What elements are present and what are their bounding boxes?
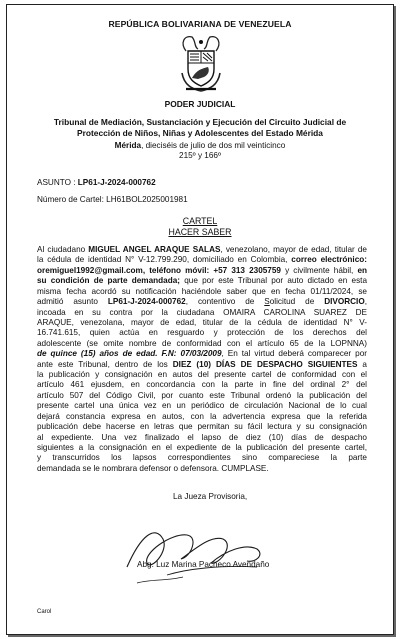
body-text-run: ARAQUE, venezolana, mayor de edad, titular de la cédula de identidad N° V- — [37, 317, 367, 327]
body-line — [37, 370, 367, 380]
case-number-value: LP61-J-2024-000762 — [77, 178, 156, 187]
body-text-run: adolescente (se omite nombre de conformidad con el artículo 65 de la LOPNNA) — [37, 338, 367, 348]
body-text-run: S — [264, 297, 270, 307]
body-text-run: en — [357, 265, 367, 275]
body-text-run: , contentivo de — [185, 297, 265, 307]
cartel-number: Número de Cartel: LH61BOL2025001981 — [37, 195, 188, 204]
title-cartel: CARTEL — [182, 216, 218, 226]
body-line — [37, 339, 367, 349]
header-poder-judicial: PODER JUDICIAL — [164, 99, 236, 109]
body-text-run: la publicación y consignación en autos del presente cartel de conformidad con el — [37, 370, 367, 380]
body-text-run: ante este Tribunal, dentro de los — [37, 359, 173, 369]
body-text-run: la cédula de identidad N° V-12.799.290, domiciliado en Colombia, — [37, 255, 292, 265]
judge-title: La Jueza Provisoria, — [173, 492, 248, 501]
place-city: Mérida — [114, 141, 142, 150]
body-text-run: admitió asunto — [37, 297, 108, 307]
body-line — [37, 443, 367, 453]
tribunal-line-1: Tribunal de Mediación, Sustanciación y Ejecución del Circuito Judicial de — [53, 117, 347, 127]
body-text-run: oremiguel1992@gmail.com, teléfono móvil: +57 313 2305759 — [37, 265, 281, 275]
place-years: 215º y 166º — [179, 151, 221, 161]
body-text-run: artículo 461 ejusdem, en concordancia con la parte in fine del ordinal 2° del — [37, 380, 367, 390]
initials: Carol — [37, 609, 52, 615]
body-line — [37, 297, 367, 307]
notice-body — [37, 245, 367, 474]
body-text-run: su condición de parte demandada; — [37, 276, 180, 286]
body-line — [37, 380, 367, 390]
body-line — [37, 360, 367, 370]
body-text-run: y civilmente hábil, — [280, 265, 358, 275]
place-date-text: , dieciséis de julio de dos mil veinticinco — [141, 141, 286, 150]
body-text-run: misma fecha acordó su notificación haciéndole saber que en fecha 01/11/2024, se — [37, 286, 367, 296]
body-text-run: presente cartel una única vez en un periódico de circulación Nacional de lo cual — [37, 401, 367, 411]
body-text-run: incoada en su contra por la ciudadana OMAIRA CAROLINA SUAREZ DE — [37, 307, 367, 317]
body-line — [37, 464, 367, 474]
body-text-run: publicación debe hacerse en letras que permitan su fácil lectura y su consignación — [37, 422, 367, 432]
body-text-run: Al ciudadano — [37, 245, 89, 254]
judge-name: Abg. Luz Marina Pacheco Avendaño — [137, 560, 270, 569]
place-date — [37, 141, 363, 162]
body-text-run: DIEZ (10) DÍAS DE DESPACHO SIGUIENTES — [172, 359, 358, 369]
body-text-run: dejará constancia expresa en autos, con la advertencia expresa que la referida — [37, 411, 367, 421]
body-line — [37, 287, 367, 297]
body-line — [37, 422, 367, 432]
body-text-run: que por este Tribunal por auto dictado en esta — [179, 276, 367, 286]
coat-of-arms-icon — [178, 33, 224, 95]
body-text-run: LP61-J-2024-000762 — [107, 297, 186, 307]
body-line — [37, 391, 367, 401]
body-text-run: DIVORCIO — [324, 297, 365, 307]
body-text-run: , En tal virtud deberá comparecer por — [221, 349, 367, 359]
case-number — [37, 178, 156, 187]
body-line — [37, 453, 367, 463]
body-text-run: correo electrónico: — [291, 255, 367, 265]
body-text-run: olicitud de — [269, 297, 325, 307]
body-line — [37, 318, 367, 328]
body-line — [37, 308, 367, 318]
body-text-run: , — [364, 297, 367, 307]
header-republica: REPÚBLICA BOLIVARIANA DE VENEZUELA — [108, 19, 292, 29]
body-text-run: y transcurridos los lapsos correspondientes sino compareciese la parte — [37, 453, 367, 463]
body-line — [37, 276, 367, 286]
body-line — [37, 412, 367, 422]
body-text-run: 16.741.615, quien actúa en resguardo y protección de los derechos del — [37, 328, 367, 338]
body-text-run: de quince (15) años de edad. F.N: 07/03/2009 — [37, 349, 222, 359]
body-text-run: , venezolano, mayor de edad, titular de — [220, 245, 367, 254]
body-line — [37, 328, 367, 338]
body-line — [37, 433, 367, 443]
body-line — [37, 401, 367, 411]
body-line — [37, 266, 367, 276]
title-hacer-saber: HACER SABER — [168, 227, 232, 237]
body-text-run: siguientes a la consignación en el expediente de la publicación del presente cartel, — [37, 443, 367, 453]
body-text-run: al expediente. Una vez finalizado el lapso de diez (10) días de despacho — [37, 432, 367, 442]
document-page — [6, 4, 394, 635]
tribunal-name — [37, 117, 363, 138]
case-number-label: ASUNTO : — [37, 178, 78, 187]
body-text-run: artículo 507 del Código Civil, por cuanto este Tribunal ordenó la publicación del — [37, 390, 367, 400]
tribunal-line-2: Protección de Niños, Niñas y Adolescentes del Estado Mérida — [77, 127, 323, 138]
body-line — [37, 349, 367, 359]
body-text-run: demandada se le nombrara defensor o defensora. CUMPLASE. — [37, 463, 269, 473]
body-line — [37, 255, 367, 265]
body-text-run: MIGUEL ANGEL ARAQUE SALAS — [88, 245, 221, 254]
body-text-run: a — [357, 359, 367, 369]
body-line — [37, 245, 367, 255]
